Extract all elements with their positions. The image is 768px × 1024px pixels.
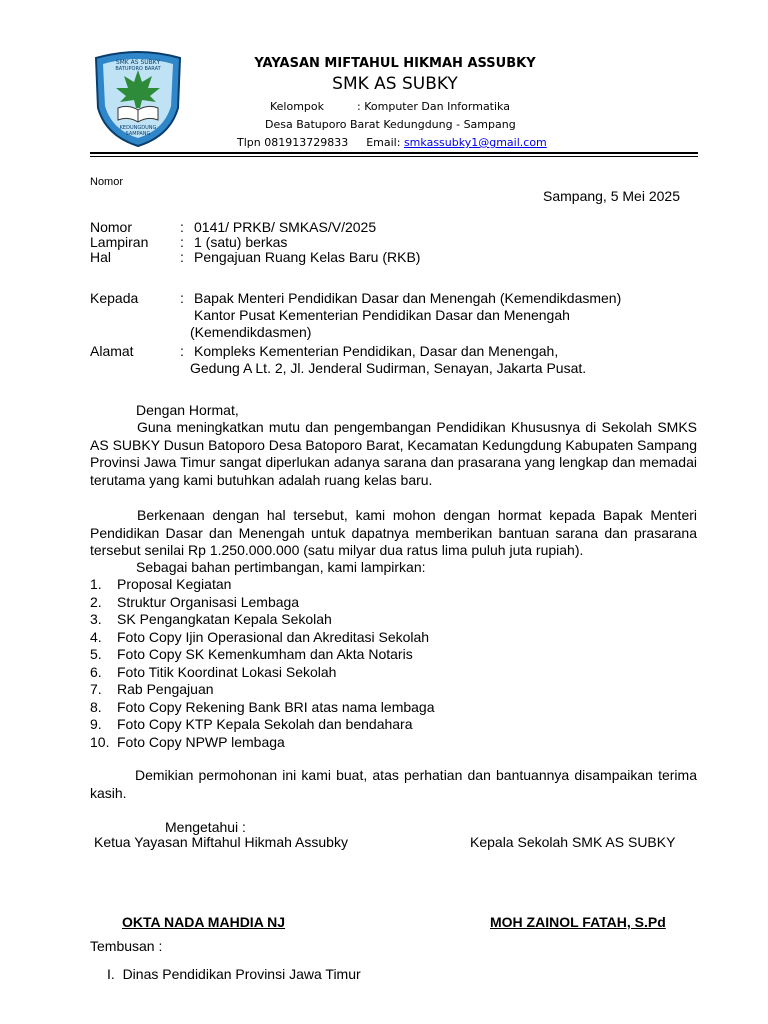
list-item <box>90 664 435 682</box>
contact-line <box>237 136 547 149</box>
list-item <box>90 629 435 647</box>
recipient-line: Bapak Menteri Pendidikan Dasar dan Menengah (Kemendikdasmen) <box>194 290 622 306</box>
signer-right-name: MOH ZAINOL FATAH, S.Pd <box>490 914 666 930</box>
school-logo-emblem <box>90 48 186 148</box>
list-item <box>90 716 435 734</box>
list-item-text: Foto Copy KTP Kepala Sekolah dan bendahara <box>117 716 413 732</box>
foundation-name: YAYASAN MIFTAHUL HIKMAH ASSUBKY <box>254 56 536 71</box>
list-item-number: 7. <box>90 681 102 697</box>
body-paragraph-3: Sebagai bahan pertimbangan, kami lampirkan: <box>136 559 426 575</box>
list-item-number: 1. <box>90 576 102 592</box>
meta-colon: : <box>180 234 184 250</box>
list-item-text: Foto Copy Rekening Bank BRI atas nama lembaga <box>117 698 435 715</box>
group-line <box>270 100 510 113</box>
cc-item-text: Dinas Pendidikan Provinsi Jawa Timur <box>122 966 361 982</box>
meta-label: Hal <box>90 249 112 265</box>
cc-item <box>107 966 361 983</box>
letter-meta <box>0 219 768 270</box>
closing-paragraph: Demikian permohonan ini kami buat, atas perhatian dan bantuannya disampaikan terima kasih. <box>90 767 697 801</box>
meta-value: 1 (satu) berkas <box>194 234 288 250</box>
meta-value: Pengajuan Ruang Kelas Baru (RKB) <box>194 249 421 265</box>
school-name: SMK AS SUBKY <box>332 74 458 94</box>
letterhead-rule-thick <box>90 152 698 154</box>
school-address: Desa Batuporo Barat Kedungdung - Sampang <box>265 118 516 131</box>
logo-top-text: SMK AS SUBKY <box>115 59 161 66</box>
list-item-number: 5. <box>90 646 102 662</box>
logo-bottom-text: KEDUNGDUNG <box>119 125 157 131</box>
meta-colon: : <box>180 249 184 265</box>
list-item-text: Rab Pengajuan <box>117 681 214 697</box>
signer-left-name: OKTA NADA MAHDIA NJ <box>122 914 286 930</box>
group-value: : Komputer Dan Informatika <box>357 100 510 113</box>
list-item-text: Struktur Organisasi Lembaga <box>117 593 300 610</box>
address-label: Alamat <box>90 343 134 359</box>
signer-right-title: Kepala Sekolah SMK AS SUBKY <box>470 834 676 850</box>
list-item-text: Foto Copy NPWP lembaga <box>117 733 285 750</box>
email-label: Email: <box>366 136 401 149</box>
stray-number-label: Nomor <box>90 176 124 188</box>
logo-top-text-2: BATUPORO BARAT <box>115 66 161 72</box>
list-item-text: Foto Copy Ijin Operasional dan Akreditasi Sekolah <box>117 628 430 645</box>
greeting: Dengan Hormat, <box>136 402 239 418</box>
cc-label: Tembusan : <box>90 938 163 954</box>
acknowledged-label: Mengetahui : <box>165 819 246 835</box>
list-item-number: 2. <box>90 593 102 610</box>
list-item-text: Proposal Kegiatan <box>117 576 232 592</box>
body-paragraph-1: Guna meningkatkan mutu dan pengembangan Pendidikan Khususnya di Sekolah SMKS AS SUBKY Dusun Batoporo Desa Batoporo Barat, Kecamatan Kedungdung Kabupaten Sampang Provinsi Jawa Timur sangat diperlukan adanya sarana dan prasarana yang lengkap dan memadai terutama yang kami butuhkan adalah ruang kelas baru. <box>90 419 697 488</box>
list-item <box>90 576 435 594</box>
list-item-number: 8. <box>90 698 102 715</box>
list-item-text: Foto Titik Koordinat Lokasi Sekolah <box>117 663 337 680</box>
recipient-line: Kantor Pusat Kementerian Pendidikan Dasar dan Menengah <box>194 307 570 323</box>
list-item <box>90 699 435 717</box>
meta-colon: : <box>180 219 184 235</box>
list-item-number: 6. <box>90 663 102 680</box>
recipient-colon: : <box>180 290 184 306</box>
meta-label: Lampiran <box>90 234 149 250</box>
meta-value: 0141/ PRKB/ SMKAS/V/2025 <box>194 219 377 235</box>
list-item-number: 9. <box>90 716 102 732</box>
list-item-text: Foto Copy SK Kemenkumham dan Akta Notaris <box>117 646 413 662</box>
list-item-number: 3. <box>90 611 102 627</box>
list-item-number: 10. <box>90 733 110 750</box>
body-paragraph-2: Berkenaan dengan hal tersebut, kami mohon dengan hormat kepada Bapak Menteri Pendidikan Dasar dan Menengah untuk dapatnya memberikan bantuan sarana dan prasarana tersebut senilai Rp 1.250.000.000 (satu milyar dua ratus lima puluh juta rupiah). <box>90 507 697 558</box>
letterhead-rule-thin <box>90 156 698 157</box>
group-label: Kelompok <box>270 100 325 113</box>
address-line: Kompleks Kementerian Pendidikan, Dasar dan Menengah, <box>194 343 559 359</box>
email-link[interactable]: smkassubky1@gmail.com <box>403 136 547 149</box>
meta-label: Nomor <box>90 219 133 235</box>
phone-number: Tlpn 081913729833 <box>237 136 349 149</box>
place-date: Sampang, 5 Mei 2025 <box>543 188 680 204</box>
signer-left-title: Ketua Yayasan Miftahul Hikmah Assubky <box>94 834 348 850</box>
list-item <box>90 594 435 612</box>
logo-bottom-text-2: SAMPANG <box>125 131 151 137</box>
cc-item-number: I. <box>107 966 115 982</box>
school-logo <box>90 48 186 148</box>
list-item <box>90 681 435 699</box>
list-item <box>90 734 435 752</box>
address-colon: : <box>180 343 184 359</box>
list-item-text: SK Pengangkatan Kepala Sekolah <box>117 611 332 627</box>
attachment-list <box>90 576 435 751</box>
list-item <box>90 646 435 664</box>
list-item <box>90 611 435 629</box>
recipient-line: (Kemendikdasmen) <box>190 324 312 340</box>
recipient-block <box>0 290 768 375</box>
address-line: Gedung A Lt. 2, Jl. Jenderal Sudirman, Senayan, Jakarta Pusat. <box>190 360 587 376</box>
list-item-number: 4. <box>90 628 102 645</box>
recipient-label: Kepada <box>90 290 139 306</box>
